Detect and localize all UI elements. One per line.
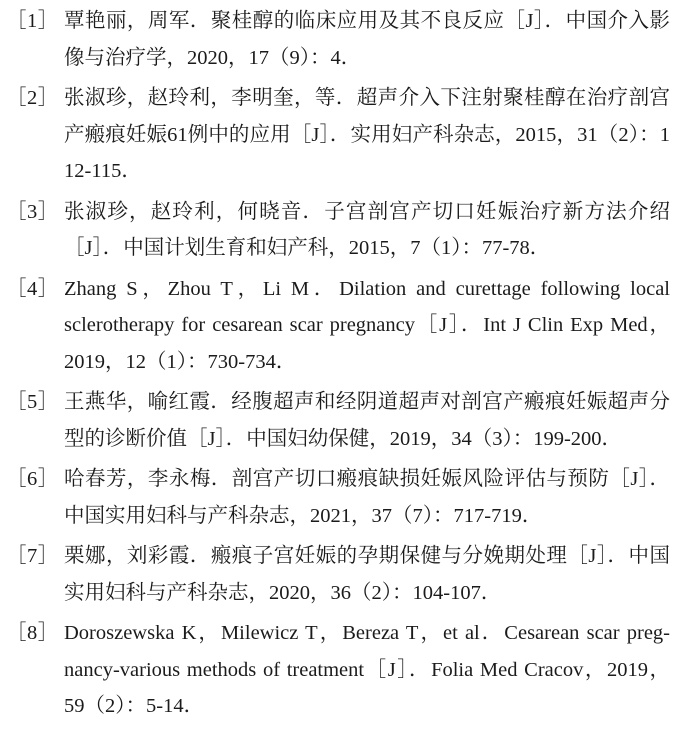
reference-text: Doroszewska K，Milewicz T，Bereza T，et al．Cesarean scar pregnancy-various methods of treatment［J］．Folia Med Cracov，2019，59（2）：5-14． bbox=[64, 622, 670, 717]
reference-text: 张淑珍，赵玲利，李明奎，等．超声介入下注射聚桂醇在治疗剖宫产瘢痕妊娠61例中的应用［J］．实用妇产科杂志，2015，31（2）：112-115． bbox=[64, 87, 670, 182]
reference-number: ［8］ bbox=[6, 622, 59, 644]
reference-text: 覃艳丽，周军．聚桂醇的临床应用及其不良反应［J］．中国介入影像与治疗学，2020，17（9）：4． bbox=[64, 10, 670, 69]
reference-item-8 bbox=[6, 615, 670, 725]
reference-number: ［2］ bbox=[6, 87, 59, 109]
reference-item-1 bbox=[6, 3, 670, 76]
reference-text: 张淑珍，赵玲利，何晓音．子宫剖宫产切口妊娠治疗新方法介绍［J］．中国计划生育和妇产科，2015，7（1）：77-78． bbox=[64, 200, 670, 259]
reference-number: ［4］ bbox=[6, 277, 59, 300]
reference-number: ［5］ bbox=[6, 391, 59, 413]
reference-text: 栗娜，刘彩霞．瘢痕子宫妊娠的孕期保健与分娩期处理［J］．中国实用妇科与产科杂志，2020，36（2）：104-107． bbox=[64, 545, 670, 604]
reference-item-5 bbox=[6, 384, 670, 457]
reference-item-6 bbox=[6, 461, 670, 534]
reference-item-7 bbox=[6, 538, 670, 611]
reference-item-3 bbox=[6, 194, 670, 267]
reference-number: ［3］ bbox=[6, 200, 59, 223]
reference-text: 王燕华，喻红霞．经腹超声和经阴道超声对剖宫产瘢痕妊娠超声分型的诊断价值［J］．中国妇幼保健，2019，34（3）：199-200． bbox=[64, 391, 670, 450]
reference-item-4 bbox=[6, 271, 670, 381]
reference-text: Zhang S，Zhou T，Li M．Dilation and curettage following local sclerotherapy for cesarean scar pregnancy［J］．Int J Clin Exp Med，2019，12（1）：730-734． bbox=[64, 277, 670, 373]
reference-number: ［7］ bbox=[6, 545, 59, 567]
reference-number: ［6］ bbox=[6, 468, 59, 490]
reference-number: ［1］ bbox=[6, 10, 59, 32]
reference-text: 哈春芳，李永梅．剖宫产切口瘢痕缺损妊娠风险评估与预防［J］．中国实用妇科与产科杂志，2021，37（7）：717-719． bbox=[64, 468, 670, 527]
reference-item-2 bbox=[6, 80, 670, 190]
